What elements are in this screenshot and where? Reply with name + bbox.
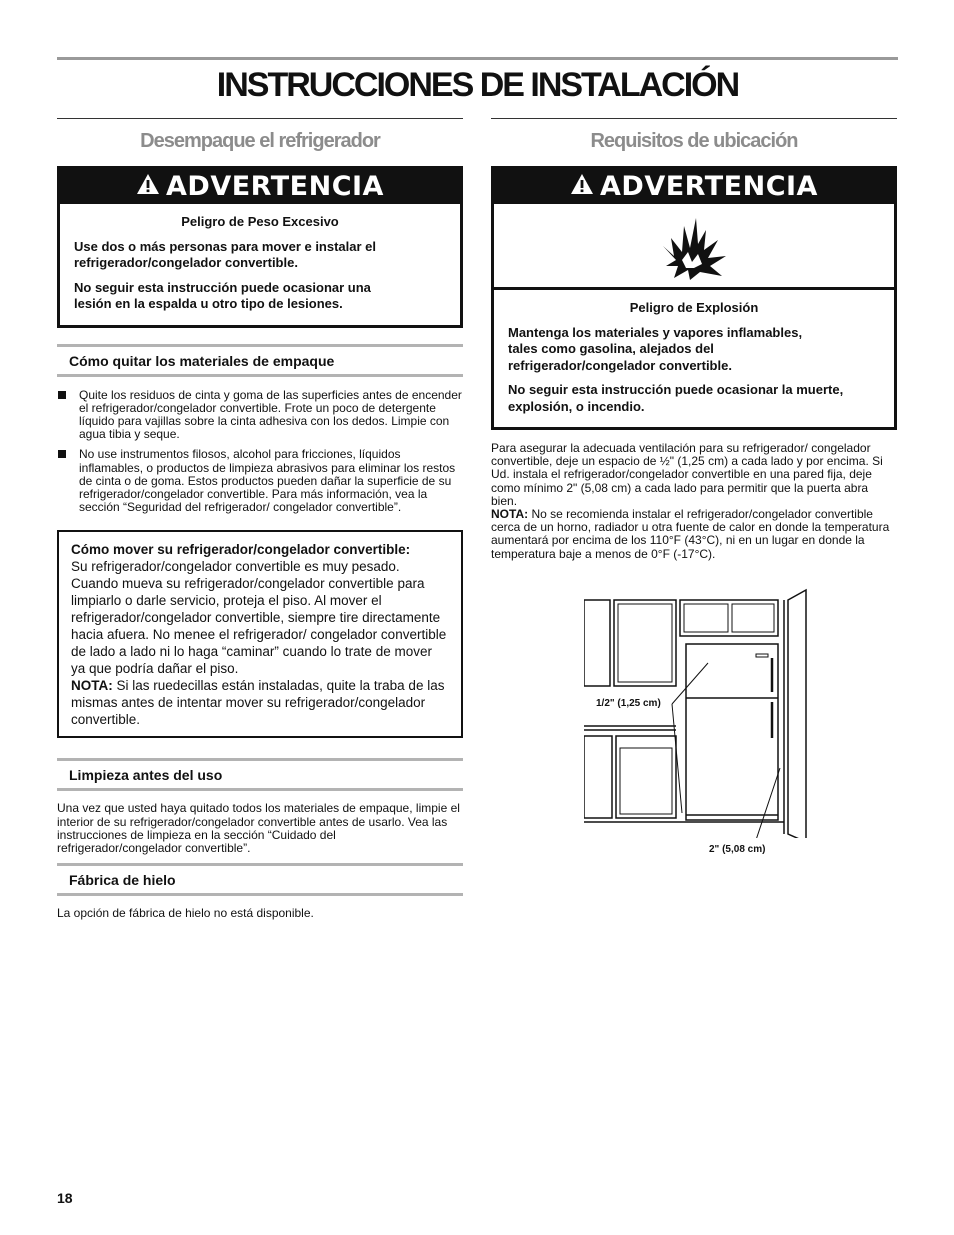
clearance-two-label: 2" (5,08 cm): [709, 844, 766, 855]
note-text: No se recomienda instalar el refrigerador/congelador convertible cerca de un horno, radiador u otra fuente de calor en donde la temperatura aumentará por encima de los 110°F (43°C), ni en un lugar en donde la temperatura baje a menos de 0°F (-17°C).: [491, 507, 890, 561]
warning-body: [60, 204, 460, 325]
warning-label: ADVERTENCIA: [600, 171, 818, 202]
explosion-icon: [660, 216, 730, 282]
warning-text: Mantenga los materiales y vapores inflamables, tales como gasolina, alejados del refrigerador/congelador convertible.: [508, 324, 803, 373]
list-item-text: Quite los residuos de cinta y goma de las superficies antes de encender el refrigerador/congelador convertible. Frote un poco de detergente líquido para vajillas sobre la cinta adhesiva con los dedos. Limpie con agua tibia y seque.: [79, 387, 462, 442]
page-number: 18: [57, 1190, 73, 1206]
left-column: [57, 118, 463, 920]
right-column: [491, 118, 897, 561]
warning-consequence: No seguir esta instrucción puede ocasionar la muerte, explosión, o incendio.: [508, 382, 844, 414]
list-item: [57, 389, 463, 442]
section-rule: [491, 118, 897, 119]
list-item-text: No use instrumentos filosos, alcohol para fricciones, líquidos inflamables, o productos de limpieza abrasivos para eliminar los restos de cinta o de goma. Estos productos pueden dañar la superficie de su refrigerador/congelador convertible. Para más información, vea la sección “Seguridad del refrigerador/ congelador convertible”.: [79, 447, 456, 515]
ice-maker-text: La opción de fábrica de hielo no está disponible.: [57, 906, 314, 921]
note-label: NOTA:: [491, 507, 529, 522]
move-text: Su refrigerador/congelador convertible es muy pesado. Cuando mueva su refrigerador/congelador convertible para limpiarlo o darle servicio, proteja el piso. Al mover el refrigerador/congelador convertible, siempre tire directamente hacia afuera. No menee el refrigerador/ congelador convertible de lado a lado ni lo haga “caminar” cuando lo trate de mover ya que podría dañar el piso.: [71, 559, 447, 677]
section-title-unpack: Desempaque el refrigerador: [140, 130, 380, 152]
kitchen-illustration: [584, 588, 809, 838]
warning-box-explosion: [491, 166, 897, 430]
warning-consequence: No seguir esta instrucción puede ocasionar una lesión en la espalda u otro tipo de lesiones.: [74, 279, 371, 311]
ventilation-text: Para asegurar la adecuada ventilación para su refrigerador/ congelador convertible, deje un espacio de ½" (1,25 cm) a cada lado y por encima. Si Ud. instala el refrigerador/congelador convertible en una pared fija, deje como mínimo 2" (5,08 cm) a cada lado para permitir que la puerta abra bien.: [491, 441, 883, 508]
bullet-square-icon: [58, 450, 66, 458]
note-label: NOTA:: [71, 678, 113, 694]
warning-header: [494, 169, 894, 204]
warning-triangle-icon: [570, 171, 594, 202]
warning-body: [494, 290, 894, 427]
list-item: [57, 448, 463, 514]
note-text: Si las ruedecillas están instaladas, quite la traba de las mismas antes de intentar mover su refrigerador/congelador convertible.: [71, 678, 445, 728]
warning-text: Use dos o más personas para mover e instalar el refrigerador/congelador convertible.: [74, 238, 377, 270]
explosion-area: [494, 204, 894, 290]
warning-header: [60, 169, 460, 204]
warning-triangle-icon: [136, 171, 160, 202]
clearance-diagram: [584, 588, 809, 855]
warning-box-weight: [57, 166, 463, 328]
bullet-list: [57, 389, 463, 515]
hazard-title: Peligro de Peso Excesivo: [181, 214, 339, 229]
section-rule: [57, 118, 463, 119]
hazard-title: Peligro de Explosión: [629, 300, 759, 315]
move-heading: Cómo mover su refrigerador/congelador convertible:: [71, 542, 411, 558]
top-rule: [57, 57, 898, 60]
warning-label: ADVERTENCIA: [166, 171, 384, 202]
page-title: INSTRUCCIONES DE INSTALACIÓN: [216, 66, 739, 104]
move-info-box: [57, 530, 463, 738]
ventilation-note: [491, 508, 897, 561]
subheading-remove-packaging: Cómo quitar los materiales de empaque: [57, 344, 463, 377]
cleaning-text: Una vez que usted haya quitado todos los materiales de empaque, limpie el interior de su refrigerador/congelador convertible antes de usarlo. Vea las instrucciones de limpieza en la sección “Cuidado del refrigerador/congelador convertible”.: [57, 801, 460, 855]
clearance-half-label: 1/2" (1,25 cm): [596, 698, 661, 709]
bullet-square-icon: [58, 391, 66, 399]
section-title-location: Requisitos de ubicación: [590, 130, 798, 152]
subheading-ice-maker: Fábrica de hielo: [57, 863, 463, 896]
subheading-cleaning: Limpieza antes del uso: [57, 758, 463, 791]
